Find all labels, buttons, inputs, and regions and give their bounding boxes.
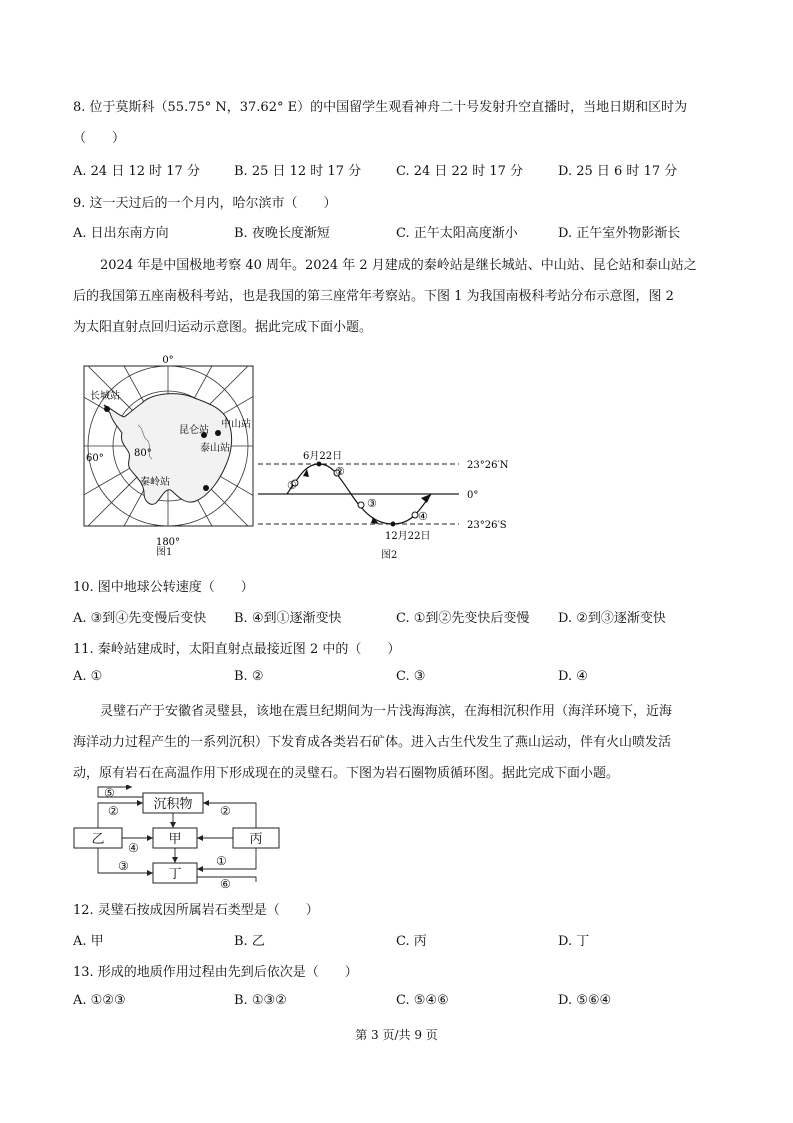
fig1-lon-left: 60° bbox=[86, 453, 104, 464]
label-point-3: ③ bbox=[367, 497, 377, 510]
q10-option-b[interactable]: B. ④到①逐渐变快 bbox=[234, 611, 342, 626]
q10-option-d[interactable]: D. ②到③逐渐变快 bbox=[558, 611, 666, 626]
station-label-zhongshan: 中山站 bbox=[221, 419, 251, 430]
q9-stem: 9. 这一天过后的一个月内，哈尔滨市（ ） bbox=[73, 196, 337, 211]
q12-option-a[interactable]: A. 甲 bbox=[73, 934, 104, 949]
label-n3: ③ bbox=[118, 859, 129, 873]
label-equator: 0° bbox=[467, 490, 479, 501]
q8-option-b[interactable]: B. 25 日 12 时 17 分 bbox=[234, 164, 362, 179]
q11-stem: 11. 秦岭站建成时，太阳直射点最接近图 2 中的（ ） bbox=[73, 642, 401, 657]
figure1-antarctica-map bbox=[82, 355, 257, 555]
label-n6: ⑥ bbox=[220, 877, 231, 891]
label-n2-right: ② bbox=[220, 804, 231, 818]
station-label-kunlun: 昆仑站 bbox=[179, 425, 209, 436]
figure2-caption: 图2 bbox=[381, 550, 398, 561]
q13-option-a[interactable]: A. ①②③ bbox=[73, 993, 126, 1008]
curve-arrow-end bbox=[421, 494, 431, 503]
q12-option-c[interactable]: C. 丙 bbox=[396, 934, 427, 949]
page-footer: 第 3 页/共 9 页 bbox=[355, 1028, 438, 1042]
rock-cycle-diagram bbox=[70, 785, 285, 891]
passage1-line3: 为太阳直射点回归运动示意图。据此完成下面小题。 bbox=[73, 320, 373, 335]
station-label-changcheng: 长城站 bbox=[90, 391, 120, 402]
arrow-yi-to-sediment bbox=[98, 803, 143, 828]
fig1-lon-top: 0° bbox=[162, 355, 174, 366]
station-label-qinling: 秦岭站 bbox=[140, 477, 170, 488]
label-n5: ⑤ bbox=[104, 786, 115, 800]
figure2-subsolar-migration bbox=[255, 445, 525, 545]
q13-option-b[interactable]: B. ①③② bbox=[234, 993, 287, 1008]
label-n1: ① bbox=[216, 854, 227, 868]
q11-option-d[interactable]: D. ④ bbox=[558, 669, 588, 684]
label-point-4: ④ bbox=[418, 510, 428, 523]
label-south-tropic: 23°26′S bbox=[467, 520, 507, 531]
label-yi: 乙 bbox=[91, 832, 105, 847]
q13-option-c[interactable]: C. ⑤④⑥ bbox=[396, 993, 449, 1008]
q8-option-a[interactable]: A. 24 日 12 时 17 分 bbox=[73, 164, 200, 179]
passage1-line1: 2024 年是中国极地考察 40 周年。2024 年 2 月建成的秦岭站是继长城站、中山站、昆仑站和泰山站之 bbox=[100, 258, 697, 273]
q11-option-b[interactable]: B. ② bbox=[234, 669, 264, 684]
marker-3 bbox=[358, 502, 364, 508]
q10-option-a[interactable]: A. ③到④先变慢后变快 bbox=[73, 611, 207, 626]
label-june-22: 6月22日 bbox=[303, 451, 343, 462]
station-dot-zhongshan bbox=[215, 430, 221, 436]
passage2-line3: 动，原有岩石在高温作用下形成现在的灵璧石。下图为岩石圈物质循环图。据此完成下面小题。 bbox=[73, 766, 620, 781]
q10-option-c[interactable]: C. ①到②先变快后变慢 bbox=[396, 611, 530, 626]
label-bing: 丙 bbox=[249, 832, 263, 847]
q8-option-d[interactable]: D. 25 日 6 时 17 分 bbox=[558, 164, 678, 179]
q10-stem: 10. 图中地球公转速度（ ） bbox=[73, 580, 254, 595]
q9-option-d[interactable]: D. 正午室外物影渐长 bbox=[558, 226, 681, 241]
q13-stem: 13. 形成的地质作用过程由先到后依次是（ ） bbox=[73, 965, 358, 980]
q12-option-d[interactable]: D. 丁 bbox=[558, 934, 590, 949]
passage2-line1: 灵璧石产于安徽省灵璧县，该地在震旦纪期间为一片浅海海滨，在海相沉积作用（海洋环境下，近海 bbox=[100, 704, 673, 719]
station-label-taishan: 泰山站 bbox=[200, 443, 230, 454]
point-june-solstice bbox=[317, 462, 322, 467]
station-dot-changcheng bbox=[104, 406, 110, 412]
station-dot-qinling bbox=[203, 485, 209, 491]
q9-option-a[interactable]: A. 日出东南方向 bbox=[73, 226, 169, 241]
q8-stem-line1: 8. 位于莫斯科（55.75° N，37.62° E）的中国留学生观看神舟二十号发射升空直播时，当地日期和区时为 bbox=[73, 100, 688, 115]
q11-option-a[interactable]: A. ① bbox=[73, 669, 103, 684]
q12-option-b[interactable]: B. 乙 bbox=[234, 934, 265, 949]
label-north-tropic: 23°26′N bbox=[467, 460, 509, 471]
q8-stem-line2: （ ） bbox=[73, 131, 126, 146]
label-n4: ④ bbox=[128, 841, 139, 855]
figure1-caption: 图1 bbox=[156, 547, 173, 558]
label-sediment: 沉积物 bbox=[153, 797, 193, 812]
q12-stem: 12. 灵璧石按成因所属岩石类型是（ ） bbox=[73, 903, 319, 918]
point-december-solstice bbox=[391, 522, 396, 527]
label-point-2: ② bbox=[335, 465, 345, 478]
passage2-line2: 海洋动力过程产生的一系列沉积）下发育成各类岩石矿体。进入古生代发生了燕山运动，伴有火山喷发活 bbox=[73, 735, 672, 750]
q11-option-c[interactable]: C. ③ bbox=[396, 669, 426, 684]
label-ding: 丁 bbox=[168, 867, 182, 882]
fig1-lon-bottom: 180° bbox=[155, 537, 181, 548]
label-dec-22: 12月22日 bbox=[385, 531, 431, 542]
q9-option-b[interactable]: B. 夜晚长度渐短 bbox=[234, 226, 330, 241]
passage1-line2: 后的我国第五座南极科考站，也是我国的第三座常年考察站。下图 1 为我国南极科考站分布示意图，图 2 bbox=[73, 289, 674, 304]
fig1-lat-label: 80° bbox=[134, 448, 152, 459]
label-n2-left: ② bbox=[108, 804, 119, 818]
label-point-1: ① bbox=[287, 479, 297, 492]
q9-option-c[interactable]: C. 正午太阳高度渐小 bbox=[396, 226, 518, 241]
q8-option-c[interactable]: C. 24 日 22 时 17 分 bbox=[396, 164, 524, 179]
label-jia: 甲 bbox=[168, 832, 182, 847]
q13-option-d[interactable]: D. ⑤⑥④ bbox=[558, 993, 612, 1008]
